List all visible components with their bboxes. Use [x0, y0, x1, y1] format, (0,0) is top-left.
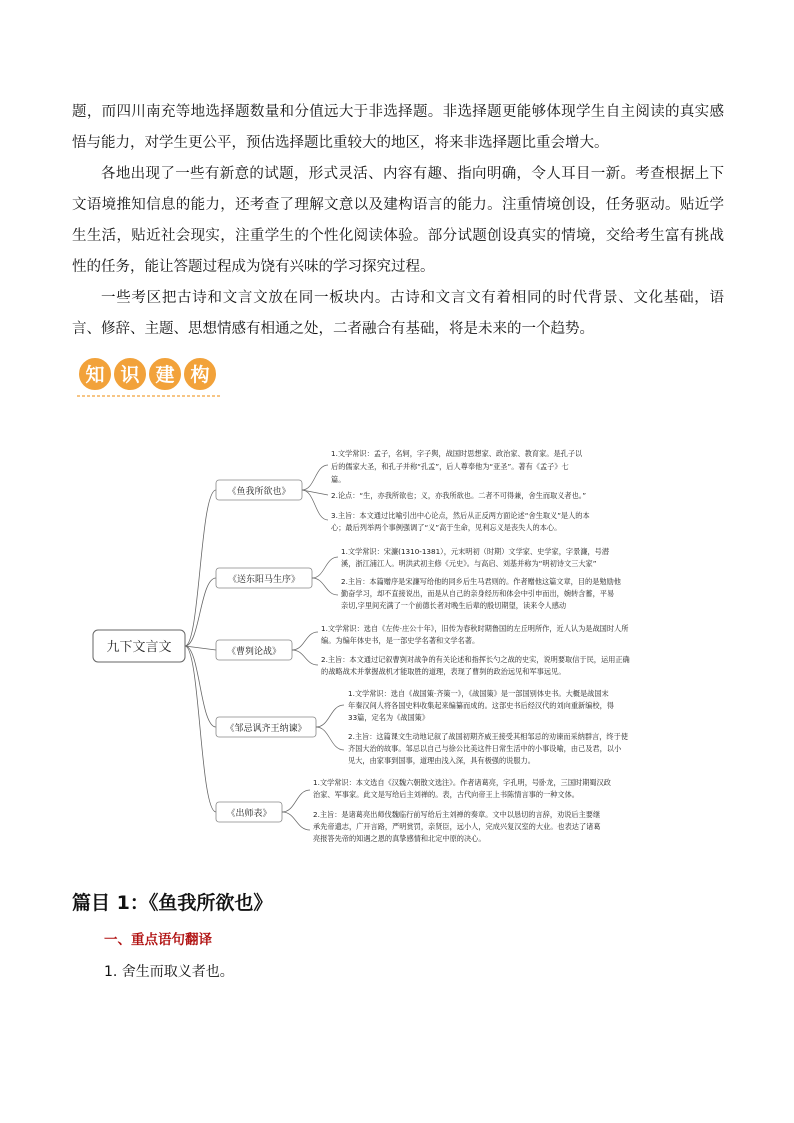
badge-char-1: 知: [85, 364, 105, 386]
branch-3-line-3: 2.主旨：本文通过记叙曹刿对战争的有关论述和指挥长勺之战的史实，说明要取信于民，运用正确: [321, 655, 630, 664]
badge-char-4: 构: [190, 364, 210, 386]
branch-5-line-5: 亮报答先帝的知遇之恩的真挚感情和北定中原的决心。: [313, 834, 486, 843]
mind-map: [0, 400, 794, 870]
branch-1-line-5: 3.主旨：本文通过比喻引出中心论点，然后从正反两方面论述“舍生取义”是人的本: [331, 511, 590, 520]
branch-2-line-2: 溪，浙江浦江人。明洪武初主修《元史》。与高启、刘基并称为“明初诗文三大家”: [341, 559, 597, 568]
intro-paragraph-1: 题，而四川南充等地选择题数量和分值远大于非选择题。非选择题更能够体现学生自主阅读的真实感悟与能力，对学生更公平，预估选择题比重较大的地区，将来非选择题比重会增大。: [72, 104, 724, 151]
branch-title-2: 《送东阳马生序》: [227, 575, 301, 585]
branch-5-line-4: 承先帝遗志，广开言路，严明赏罚，亲贤臣，远小人，完成兴复汉室的大业。也表达了诸葛: [313, 822, 601, 831]
branch-4-line-5: 齐国大治的故事。邹忌以自己与徐公比美这件日常生活中的小事设喻，由己及君，以小: [348, 744, 622, 753]
branch-4-line-2: 年秦汉间人将各国史料收集起来编纂而成的。这部史书后经汉代的刘向重新编校，得: [348, 701, 614, 710]
branch-2-line-1: 1.文学常识：宋濂(1310-1381），元末明初（时期）文学家、史学家，字景濂，号潜: [341, 547, 610, 556]
knowledge-construction-badge: [75, 352, 225, 402]
intro-paragraph-3: 一些考区把古诗和文言文放在同一板块内。古诗和文言文有着相同的时代背景、文化基础，语言、修辞、主题、思想情感有相通之处，二者融合有基础，将是未来的一个趋势。: [72, 290, 724, 337]
branch-1-line-3: 篇。: [331, 475, 346, 484]
branch-title-3: 《曹刿论战》: [226, 647, 282, 657]
branch-title-5: 《出师表》: [226, 809, 272, 819]
badge-char-3: 建: [155, 364, 175, 386]
branch-4-line-4: 2.主旨：这篇课文生动地记叙了战国初期齐威王接受其相邹忌的劝谏而采纳群言，终于使: [348, 732, 628, 741]
intro-paragraph-2: 各地出现了一些有新意的试题，形式灵活、内容有趣、指向明确，令人耳目一新。考查根据上下文语境推知信息的能力，还考查了理解文意以及建构语言的能力。注重情境创设，任务驱动。贴近学生生活，贴近社会现实，注重学生的个性化阅读体验。部分试题创设真实的情境，交给考生富有挑战性的任务，能让答题过程成为饶有兴味的学习探究过程。: [72, 166, 724, 275]
badge-char-2: 识: [120, 364, 140, 386]
branch-3-line-4: 的战略战术并掌握战机才能取胜的道理，表现了曹刿的政治远见和军事远见。: [321, 667, 566, 676]
branch-2-line-3: 2.主旨：本篇赠序是宋濂写给他的同乡后生马君则的。作者赠他这篇文章，目的是勉励他: [341, 577, 621, 586]
section-title: 篇目 1：《鱼我所欲也》: [72, 892, 273, 914]
branch-4-line-1: 1.文学常识：选自《战国策·齐策一》，《战国策》是一部国别体史书。大概是战国末: [348, 689, 609, 698]
branch-5-line-1: 1.文学常识：本文选自《汉魏六朝散文选注》。作者诸葛亮，字孔明，号卧龙，三国时期蜀汉政: [313, 778, 611, 787]
branch-2-line-5: 亲切,字里间充满了一个前德长者对晚生后辈的殷切期望，读来令人感动: [341, 601, 567, 610]
branch-1-line-6: 心；最后列举两个事例强调了“义”高于生命，见利忘义是丧失人的本心。: [331, 523, 562, 532]
branch-5-line-3: 2.主旨：是诸葛亮出师伐魏临行前写给后主刘禅的奏章。文中以恳切的言辞，劝说后主要继: [313, 810, 601, 819]
branch-3-line-1: 1.文学常识：选自《左传·庄公十年》，旧传为春秋时期鲁国的左丘明所作，近人认为是战国时人所: [321, 624, 629, 633]
branch-title-1: 《鱼我所欲也》: [227, 487, 291, 497]
branch-2-line-4: 勤奋学习，却不直接说出，而是从自己的亲身经历和体会中引申而出，婉转含蓄，平易: [341, 589, 615, 598]
branch-4-line-3: 33篇，定名为《战国策》: [348, 713, 430, 722]
branch-5-line-2: 治家、军事家。此文是写给后主刘禅的。表，古代向帝王上书陈情言事的一种文体。: [313, 790, 579, 799]
branch-4-line-6: 见大，由家事到国事，道理由浅入深，具有极强的说服力。: [348, 756, 535, 765]
branch-3-line-2: 编。为编年体史书，是一部史学名著和文学名著。: [321, 636, 480, 645]
branch-1-line-2: 后的儒家大圣，和孔子并称“孔孟”，后人尊奉他为“亚圣”。著有《孟子》七: [331, 462, 569, 471]
branch-1-line-4: 2.论点：“生，亦我所欲也；义，亦我所欲也。二者不可得兼，舍生而取义者也。”: [331, 491, 587, 500]
branch-1-line-1: 1.文学常识：孟子，名轲，字子舆，战国时思想家、政治家、教育家。是孔子以: [331, 449, 583, 458]
branch-title-4: 《邹忌讽齐王纳谏》: [225, 724, 307, 734]
question-1: 1. 舍生而取义者也。: [104, 964, 234, 980]
mind-map-root: 九下文言文: [106, 640, 172, 655]
key-sentence-translation-heading: 一、重点语句翻译: [104, 932, 212, 948]
